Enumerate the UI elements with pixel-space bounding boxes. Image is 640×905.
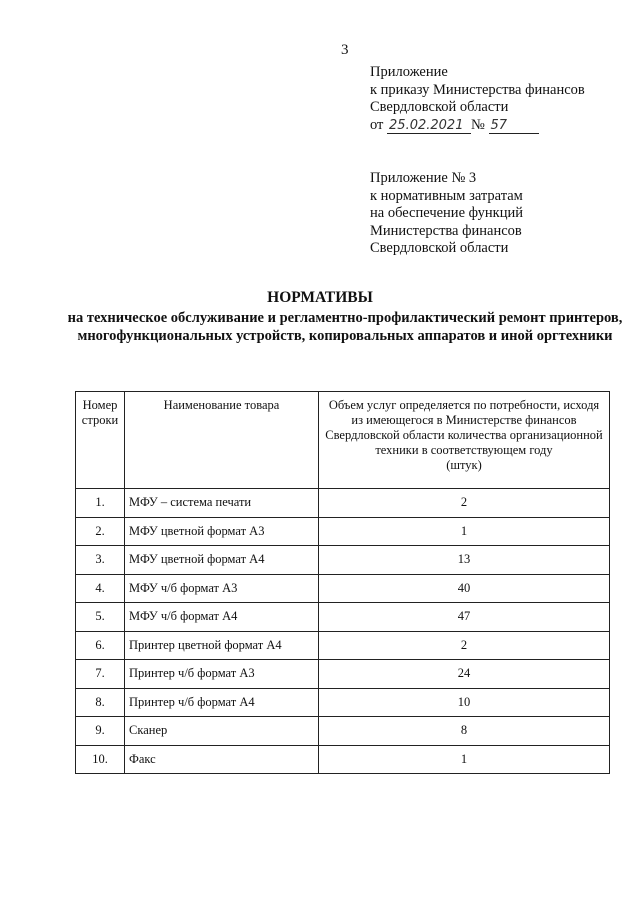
item-quantity: 13: [319, 546, 610, 575]
page-number: 3: [341, 42, 349, 58]
header-row-number: Номер строки: [76, 392, 125, 489]
row-number: 3.: [76, 546, 125, 575]
table-row: [76, 489, 610, 518]
appendix-line: Приложение: [370, 64, 448, 80]
row-number: 8.: [76, 688, 125, 717]
handwritten-order-date: 25.02.2021: [387, 119, 471, 134]
appendix-3-line: на обеспечение функций: [370, 205, 524, 221]
appendix-3-header: [370, 170, 523, 258]
row-number: 5.: [76, 603, 125, 632]
table-row: [76, 574, 610, 603]
item-name: МФУ – система печати: [125, 489, 319, 518]
item-name: МФУ ч/б формат А4: [125, 603, 319, 632]
appendix-header: [370, 64, 585, 134]
item-quantity: 1: [319, 745, 610, 774]
appendix-3-line: Приложение № 3: [370, 170, 477, 186]
item-name: Принтер цветной формат А4: [125, 631, 319, 660]
appendix-line: к приказу Министерства финансов: [370, 81, 585, 98]
header-item-name: Наименование товара: [125, 392, 319, 489]
appendix-3-line: Свердловской области: [370, 240, 509, 256]
item-name: МФУ цветной формат А4: [125, 546, 319, 575]
handwritten-order-number: 57: [489, 119, 539, 134]
item-name: Принтер ч/б формат А3: [125, 660, 319, 689]
row-number: 9.: [76, 717, 125, 746]
row-number: 1.: [76, 489, 125, 518]
item-quantity: 8: [319, 717, 610, 746]
row-number: 7.: [76, 660, 125, 689]
appendix-3-line: к нормативным затратам: [370, 187, 523, 204]
header-quantity-unit: (штук): [446, 458, 482, 472]
item-quantity: 24: [319, 660, 610, 689]
row-number: 10.: [76, 745, 125, 774]
appendix-3-line: Министерства финансов: [370, 222, 522, 239]
item-quantity: 47: [319, 603, 610, 632]
table-row: [76, 717, 610, 746]
row-number: 4.: [76, 574, 125, 603]
table-row: [76, 688, 610, 717]
item-name: Принтер ч/б формат А4: [125, 688, 319, 717]
item-name: Факс: [125, 745, 319, 774]
header-quantity-text: Объем услуг определяется по потребности, исходя из имеющегося в Министерстве финансов Свердловской области количества организационной техники в соответствующем году: [325, 398, 603, 457]
table-row: [76, 517, 610, 546]
item-quantity: 40: [319, 574, 610, 603]
order-number-sign: №: [471, 116, 485, 133]
row-number: 6.: [76, 631, 125, 660]
item-quantity: 1: [319, 517, 610, 546]
table-row: [76, 631, 610, 660]
table-row: [76, 745, 610, 774]
order-prefix: от: [370, 116, 384, 133]
row-number: 2.: [76, 517, 125, 546]
norms-table: [75, 391, 610, 774]
table-header-row: [76, 392, 610, 489]
document-subtitle: на техническое обслуживание и регламентно-профилактический ремонт принтеров, многофункциональных устройств, копировальных аппаратов и иной оргтехники: [67, 310, 623, 344]
table-row: [76, 603, 610, 632]
table-row: [76, 546, 610, 575]
header-quantity: [319, 392, 610, 489]
table-row: [76, 660, 610, 689]
order-line: [370, 117, 585, 135]
item-name: Сканер: [125, 717, 319, 746]
item-quantity: 10: [319, 688, 610, 717]
document-title: НОРМАТИВЫ: [267, 289, 373, 306]
appendix-line: Свердловской области: [370, 99, 509, 115]
item-quantity: 2: [319, 489, 610, 518]
item-name: МФУ ч/б формат А3: [125, 574, 319, 603]
item-name: МФУ цветной формат А3: [125, 517, 319, 546]
item-quantity: 2: [319, 631, 610, 660]
